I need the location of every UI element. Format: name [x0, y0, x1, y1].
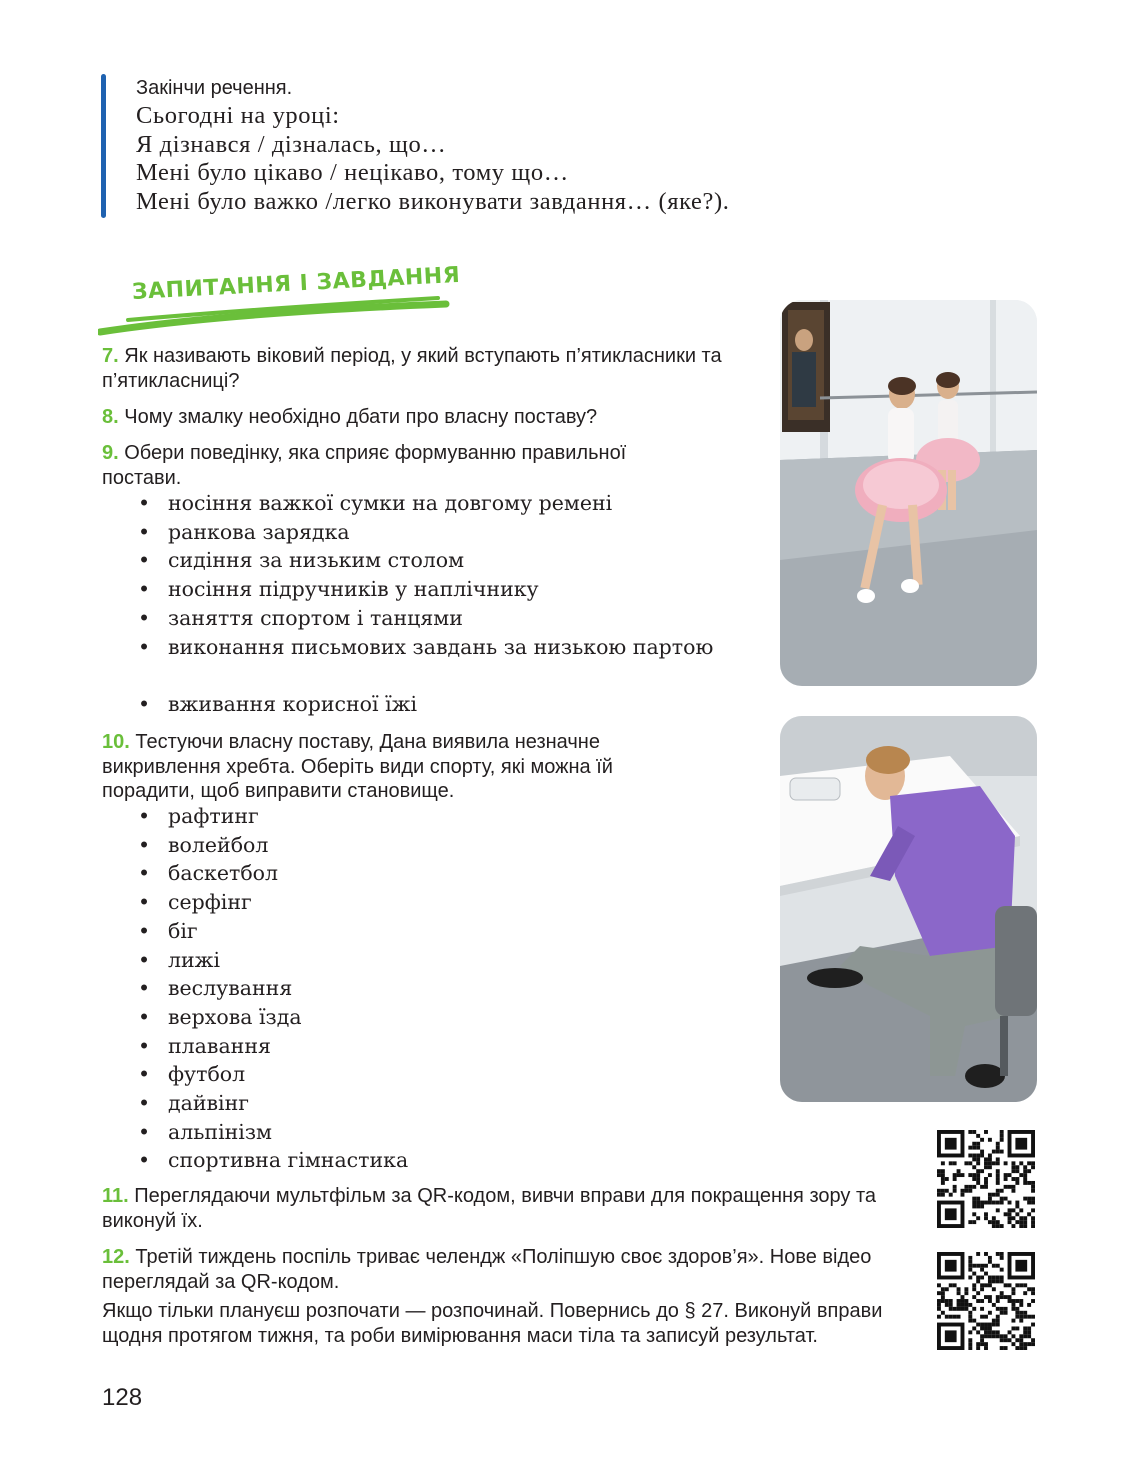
question-number: 11. — [102, 1185, 129, 1207]
list-item-text: волейбол — [168, 832, 269, 857]
list-item — [138, 489, 612, 518]
question-number: 9. — [102, 442, 119, 464]
list-item-text: вживання корисної їжі — [168, 692, 418, 716]
list-item — [138, 690, 417, 719]
list-item — [138, 1146, 408, 1175]
question-number: 7. — [102, 345, 119, 367]
reflection-line: Я дізнався / дізналась, що… — [136, 130, 447, 158]
list-item-text: носіння важкої сумки на довгому ремені — [168, 491, 613, 515]
list-item — [138, 1003, 408, 1032]
bullet: • — [138, 918, 151, 943]
list-item — [138, 546, 612, 575]
bullet: • — [138, 1033, 151, 1058]
bullet: • — [138, 947, 151, 972]
list-item — [138, 1118, 408, 1147]
qr-code-1[interactable] — [937, 1130, 1035, 1228]
list-item-text: носіння підручників у наплічнику — [168, 577, 539, 602]
bullet: • — [138, 548, 151, 573]
reflection-block — [136, 74, 729, 216]
list-item-text: серфінг — [168, 890, 252, 915]
list-item — [138, 802, 408, 831]
bullet: • — [138, 861, 151, 886]
list-item-text: альпінізм — [168, 1119, 272, 1144]
list-item-text: заняття спортом і танцями — [168, 605, 463, 630]
list-item-text: сидіння за низьким столом — [168, 548, 465, 573]
list-item — [138, 518, 612, 547]
question-text: Обери поведінку, яка сприяє формуванню правильної постави. — [102, 442, 627, 489]
bullet: • — [138, 519, 151, 544]
posture-photo-illustration — [780, 716, 1037, 1102]
bullet: • — [138, 635, 151, 659]
bullet: • — [138, 890, 151, 915]
list-item-text: веслування — [168, 976, 293, 1001]
bullet: • — [138, 832, 151, 857]
question-10 — [102, 730, 702, 804]
bullet: • — [138, 1091, 151, 1116]
question-text: Чому змалку необхідно дбати про власну поставу? — [124, 406, 598, 428]
list-item-text: верхова їзда — [168, 1004, 302, 1029]
section-heading — [98, 258, 461, 338]
list-item — [138, 946, 408, 975]
list-item-text: баскетбол — [168, 861, 279, 886]
question-text: Третій тиждень поспіль триває челендж «Поліпшую своє здоров’я». Нове відео переглядай за QR-кодом. — [102, 1246, 872, 1293]
reflection-line: Мені було важко /легко виконувати завдання… (яке?). — [136, 187, 730, 215]
reflection-line: Мені було цікаво / нецікаво, тому що… — [136, 159, 569, 186]
bullet: • — [138, 1148, 151, 1173]
question-7 — [102, 344, 742, 393]
list-item-text: ранкова зарядка — [168, 519, 350, 544]
ballet-photo-illustration — [780, 300, 1037, 686]
bullet: • — [138, 804, 151, 828]
posture-photo — [780, 716, 1037, 1102]
list-item — [138, 604, 612, 633]
question-number: 12. — [102, 1246, 130, 1268]
qr-code-2[interactable] — [937, 1252, 1035, 1350]
list-item-text: рафтинг — [168, 804, 259, 828]
bullet: • — [138, 491, 151, 515]
bullet: • — [138, 692, 151, 716]
list-item — [138, 888, 408, 917]
question-10-options — [138, 802, 408, 1175]
list-item — [138, 859, 408, 888]
list-item-text: лижі — [168, 947, 221, 972]
question-text: Тестуючи власну поставу, Дана виявила незначне викривлення хребта. Оберіть види спорту, які можна їй порадити, щоб виправити становище. — [102, 731, 613, 802]
bullet: • — [138, 605, 151, 630]
question-number: 8. — [102, 406, 119, 428]
question-12 — [102, 1245, 912, 1294]
list-item-text: плавання — [168, 1033, 271, 1058]
ballet-photo — [780, 300, 1037, 686]
qr-code-pattern — [937, 1130, 1035, 1228]
list-item — [138, 633, 758, 662]
question-text: Переглядаючи мультфільм за QR-кодом, вивчи вправи для покращення зору та виконуй їх. — [102, 1185, 877, 1232]
list-item — [138, 831, 408, 860]
reflection-accent-bar — [101, 74, 106, 218]
list-item-text: дайвінг — [168, 1091, 250, 1116]
list-item — [138, 575, 612, 604]
list-item — [138, 917, 408, 946]
list-item — [138, 1089, 408, 1118]
bullet: • — [138, 1004, 151, 1029]
question-12-extra: Якщо тільки плануєш розпочати — розпочинай. Повернись до § 27. Виконуй вправи щодня протягом тижня, та роби вимірювання маси тіла та записуй результат. — [102, 1300, 883, 1347]
page-number: 128 — [102, 1384, 143, 1411]
question-11 — [102, 1184, 902, 1233]
question-9 — [102, 441, 702, 490]
bullet: • — [138, 976, 151, 1001]
section-heading-text: ЗАПИТАННЯ І ЗАВДАННЯ — [131, 262, 461, 305]
reflection-line: Сьогодні на уроці: — [136, 102, 340, 129]
bullet: • — [138, 1119, 151, 1144]
bullet: • — [138, 1062, 151, 1087]
list-item-text: виконання письмових завдань за низькою партою — [168, 635, 714, 659]
list-item — [138, 1060, 408, 1089]
bullet: • — [138, 577, 151, 602]
question-9-options — [138, 489, 612, 633]
question-9-options-end — [138, 690, 417, 719]
qr-code-pattern — [937, 1252, 1035, 1350]
reflection-lead: Закінчи речення. — [136, 77, 293, 99]
question-text: Як називають віковий період, у який вступають п’ятикласники та п’ятикласниці? — [102, 345, 722, 392]
question-number: 10. — [102, 731, 130, 753]
question-8 — [102, 405, 742, 430]
list-item — [138, 974, 408, 1003]
list-item-text: спортивна гімнастика — [168, 1148, 409, 1173]
list-item-text: біг — [168, 918, 198, 943]
list-item — [138, 1032, 408, 1061]
list-item-text: футбол — [168, 1062, 246, 1087]
